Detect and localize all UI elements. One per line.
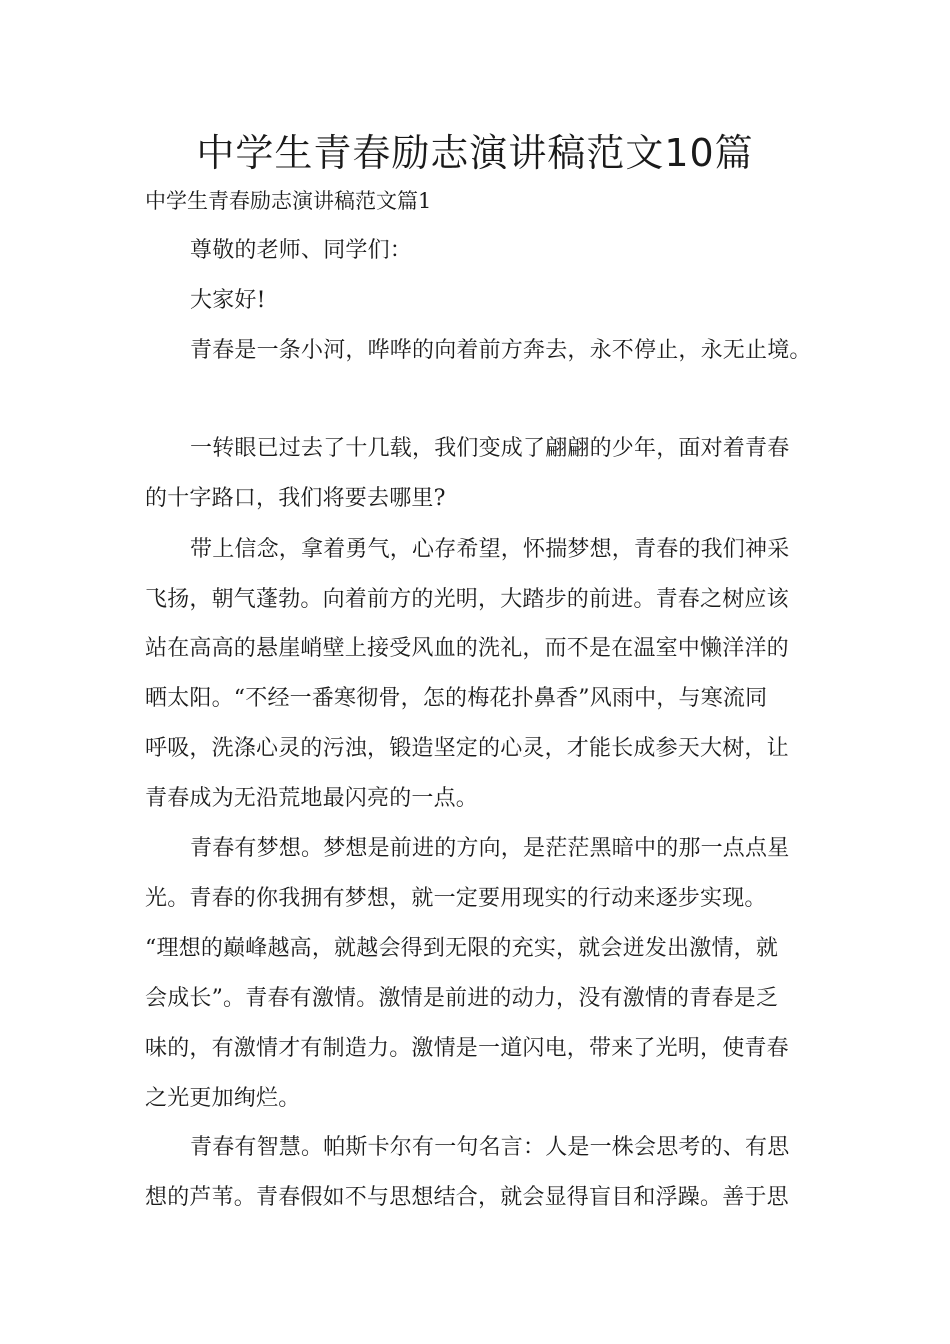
paragraph-line: 青春是一条小河，哗哗的向着前方奔去，永不停止，永无止境。 [190, 338, 812, 363]
paragraph-line: 带上信念，拿着勇气，心存希望，怀揣梦想，青春的我们神采 [190, 537, 790, 562]
paragraph-line: 一转眼已过去了十几载，我们变成了翩翩的少年，面对着青春 [190, 436, 790, 461]
paragraph-line: 的十字路口，我们将要去哪里? [145, 486, 446, 511]
section-heading: 中学生青春励志演讲稿范文篇1 [145, 189, 432, 213]
paragraph-line: 飞扬，朝气蓬勃。向着前方的光明，大踏步的前进。青春之树应该 [145, 587, 789, 612]
paragraph-line: 青春成为无沿荒地最闪亮的一点。 [145, 786, 479, 811]
paragraph-line: 站在高高的悬崖峭壁上接受风血的洗礼，而不是在温室中懒洋洋的 [145, 636, 789, 661]
salutation: 尊敬的老师、同学们： [190, 238, 413, 263]
paragraph-line: 青春有梦想。梦想是前进的方向，是茫茫黑暗中的那一点点星 [190, 836, 790, 861]
paragraph-line: 味的，有激情才有制造力。激情是一道闪电，带来了光明，使青春 [145, 1036, 789, 1061]
paragraph-line: 想的芦苇。青春假如不与思想结合，就会显得盲目和浮躁。善于思 [145, 1185, 789, 1210]
paragraph-line: 晒太阳。“不经一番寒彻骨，怎的梅花扑鼻香”风雨中，与寒流同 [145, 686, 768, 711]
paragraph-line: 青春有智慧。帕斯卡尔有一句名言：人是一株会思考的、有思 [190, 1135, 790, 1160]
greeting: 大家好! [190, 288, 266, 313]
document-title: 中学生青春励志演讲稿范文10篇 [196, 131, 754, 175]
paragraph-line: 呼吸，洗涤心灵的污浊，锻造坚定的心灵，才能长成参天大树，让 [145, 736, 789, 761]
paragraph-line: 光。青春的你我拥有梦想，就一定要用现实的行动来逐步实现。 [145, 886, 767, 911]
paragraph-line: “理想的巅峰越高，就越会得到无限的充实，就会迸发出激情，就 [145, 936, 779, 961]
paragraph-line: 会成长”。青春有激情。激情是前进的动力，没有激情的青春是乏 [145, 986, 779, 1011]
paragraph-line: 之光更加绚烂。 [145, 1086, 301, 1111]
